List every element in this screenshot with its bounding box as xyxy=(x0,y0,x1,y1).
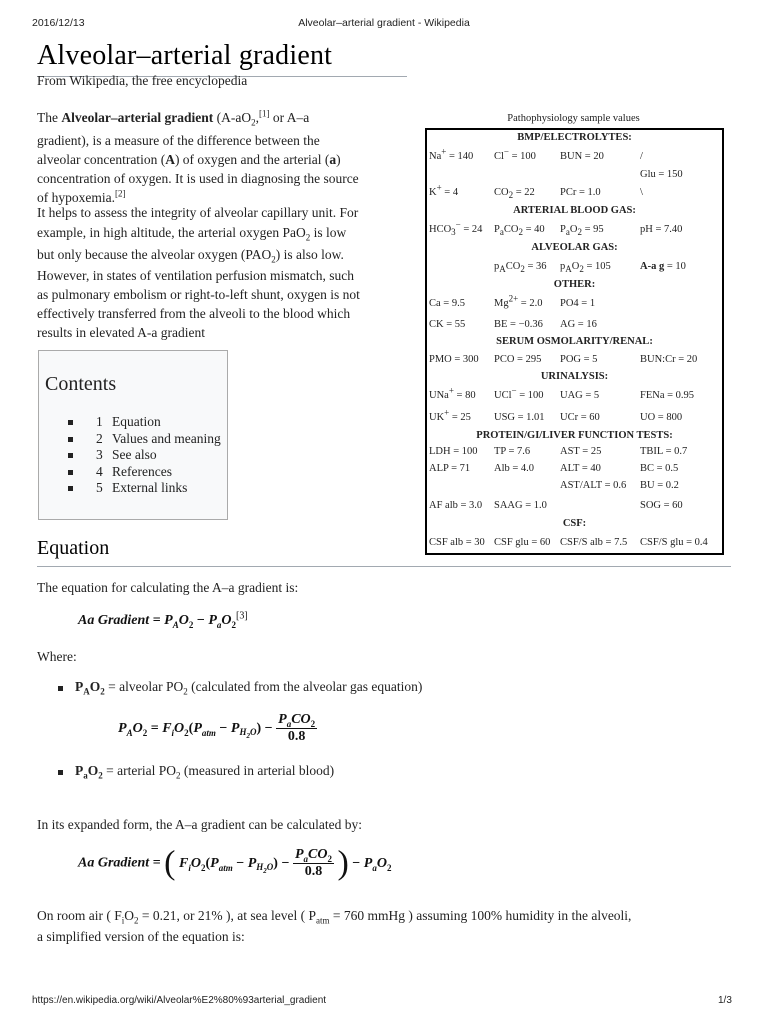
pao2-value: $P_aO_2 = 95$ xyxy=(560,223,604,237)
page-title: Alveolar–arterial gradient xyxy=(37,40,333,71)
usg-value: USG = 1.01 xyxy=(494,411,545,423)
section-protein-liver: PROTEIN/GI/LIVER FUNCTION TESTS: xyxy=(476,430,673,441)
print-date: 2016/12/13 xyxy=(32,17,85,29)
po4-value: PO4 = 1 xyxy=(560,297,596,309)
paragraph-2: It helps to assess the integrity of alveolar capillary unit. For example, in high altitude, the arterial oxygen PaO$_2$ is low but only because the alveolar oxygen $(PAO_2)$ is also low. xyxy=(37,205,359,265)
intro-paragraph: The Alveolar–arterial gradient ($A-aO_2,[1]$ or A–a gradient), is a measure of the difference between the alveolar concentration (A) of oxygen and the arterial (a) concentration of oxygen. It is used in diagnosing the source of hypoxemia.[2] xyxy=(37,108,359,205)
mg-value: $Mg^{2+} = 2.0$ xyxy=(494,293,543,309)
fena-value: FENa = 0.95 xyxy=(640,389,695,401)
section-bmp: BMP/ELECTROLYTES: xyxy=(517,132,632,143)
tbil-value: TBIL = 0.7 xyxy=(640,446,688,457)
na-value: Na+ = 140 xyxy=(429,146,474,162)
ag-value: AG = 16 xyxy=(560,318,597,330)
bc-value: BC = 0.5 xyxy=(640,463,679,474)
csf-glu-value: CSF glu = 60 xyxy=(494,536,551,548)
bu-value: BU = 0.2 xyxy=(640,480,679,491)
print-tab-title: Alveolar–arterial gradient - Wikipedia xyxy=(298,17,470,29)
bullet-1-marker xyxy=(58,686,63,691)
section-csf: CSF: xyxy=(562,518,587,529)
backslash-mark: \ xyxy=(640,186,643,198)
toc-item-see-also[interactable]: 3 See also xyxy=(68,447,227,464)
slash-mark: / xyxy=(640,150,643,162)
equation-2-fraction: $\frac{P_aCO_2}{0.8}$ xyxy=(278,712,316,744)
infobox-table xyxy=(425,128,724,555)
equation-heading-rule xyxy=(37,566,731,567)
expanded-intro: In its expanded form, the A–a gradient can be calculated by: xyxy=(37,817,363,832)
infobox-caption: Pathophysiology sample values xyxy=(507,113,640,124)
af-alb-value: AF alb = 3.0 xyxy=(429,499,483,511)
pAco2-value: $p_ACO_2 = 36$ xyxy=(494,260,547,274)
ucr-value: UCr = 60 xyxy=(560,411,600,423)
glu-value: Glu = 150 xyxy=(640,168,683,180)
uo-value: UO = 800 xyxy=(640,411,683,423)
section-alveolar-gas: ALVEOLAR GAS: xyxy=(531,242,618,253)
paragraph-3: However, in states of ventilation perfusion mismatch, such as pulmonary embolism or right-to-left shunt, oxygen is not effectively transferred from the alveoli to the blood which results in elevated A-a gradient xyxy=(37,268,360,340)
pmo-value: PMO = 300 xyxy=(429,353,479,365)
bun-value: BUN = 20 xyxy=(560,150,604,162)
toc-item-references[interactable]: 4 References xyxy=(68,464,227,481)
ref-1-link[interactable]: [1] xyxy=(258,108,270,119)
csf-alb-value: CSF alb = 30 xyxy=(429,536,485,548)
pco-value: PCO = 295 xyxy=(494,353,542,365)
room-air-paragraph: On room air ( $F_iO_2 = 0.21$, or 21% ), at sea level ( $P_{atm} = 760$ mmHg ) assuming 100% humidity in the alveoli, a simplified version of the equation is: xyxy=(37,908,632,944)
ph-value: pH = 7.40 xyxy=(640,223,683,235)
uag-value: UAG = 5 xyxy=(560,389,600,401)
ck-value: CK = 55 xyxy=(429,318,466,330)
contents-list xyxy=(68,414,227,497)
toc-item-values[interactable]: 2 Values and meaning xyxy=(68,431,227,448)
contents-box xyxy=(38,350,228,520)
ref-2-link[interactable]: [2] xyxy=(114,188,126,199)
cl-value: Cl− = 100 xyxy=(494,146,536,162)
be-value: BE = −0.36 xyxy=(494,318,543,330)
ref-3-link[interactable]: [3] xyxy=(236,610,248,622)
paco2-value: $P_aCO_2 = 40$ xyxy=(494,223,545,237)
alt-value: ALT = 40 xyxy=(560,463,601,474)
ast-value: AST = 25 xyxy=(560,446,602,457)
alp-value: ALP = 71 xyxy=(429,463,471,474)
equation-1: Aa Gradient = $P_AO_2 - P_aO_2[3]$ xyxy=(78,610,248,630)
section-abg: ARTERIAL BLOOD GAS: xyxy=(513,205,636,216)
toc-item-equation[interactable]: 1 Equation xyxy=(68,414,227,431)
uk-value: UK+ = 25 xyxy=(429,407,471,423)
ucl-value: UCl− = 100 xyxy=(494,385,544,401)
equation-3-fraction: $\frac{P_aCO_2}{0.8}$ xyxy=(294,847,332,879)
section-urinalysis: URINALYSIS: xyxy=(540,371,609,382)
ldh-value: LDH = 100 xyxy=(429,446,478,457)
una-value: UNa+ = 80 xyxy=(429,385,476,401)
bullet-1-text: $P_AO_2$ = alveolar $PO_2$ (calculated from the alveolar gas equation) xyxy=(75,679,423,697)
k-value: K+ = 4 xyxy=(429,182,459,198)
equation-2: $P_AO_2 = F_iO_2(P_{atm} - P_{H_2O})$ − $\frac{P_aCO_2}{0.8}$ xyxy=(118,712,316,744)
tp-value: TP = 7.6 xyxy=(494,446,531,457)
section-other: OTHER: xyxy=(553,279,596,290)
hco3-value: $HCO_3^- = 24$ xyxy=(429,219,483,237)
where-label: Where: xyxy=(37,649,77,664)
print-url: https://en.wikipedia.org/wiki/Alveolar%E2%80%93arterial_gradient xyxy=(32,995,327,1006)
astalt-value: AST/ALT = 0.6 xyxy=(560,480,627,491)
equation-heading: Equation xyxy=(37,537,110,559)
pAo2-value: $p_AO_2 = 105$ xyxy=(560,260,611,274)
bullet-2-marker xyxy=(58,770,63,775)
bold-term: Alveolar–arterial gradient xyxy=(61,110,214,125)
alb-value: Alb = 4.0 xyxy=(494,463,535,474)
toc-item-external-links[interactable]: 5 External links xyxy=(68,480,227,497)
equation-3: Aa Gradient = ( $F_iO_2(P_{atm} - P_{H_2O})$ − $\frac{P_aCO_2}{0.8}$ ) − $P_aO_2$ xyxy=(78,844,392,882)
buncr-value: BUN:Cr = 20 xyxy=(640,353,698,365)
pog-value: POG = 5 xyxy=(560,353,598,365)
csfs-alb-value: CSF/S alb = 7.5 xyxy=(560,536,628,548)
aa-gradient-value: A-a g = 10 xyxy=(640,260,686,272)
equation-intro: The equation for calculating the A–a gradient is: xyxy=(37,580,299,595)
contents-title: Contents xyxy=(45,373,117,395)
co2-value: $CO_2 = 22$ xyxy=(494,186,535,200)
bullet-2-text: $P_aO_2$ = arterial $PO_2$ (measured in arterial blood) xyxy=(75,763,335,781)
print-page-number: 1/3 xyxy=(718,995,732,1006)
saag-value: SAAG = 1.0 xyxy=(494,499,547,511)
section-serum-osmolarity: SERUM OSMOLARITY/RENAL: xyxy=(496,336,653,347)
csfs-glu-value: CSF/S glu = 0.4 xyxy=(640,536,708,548)
tagline: From Wikipedia, the free encyclopedia xyxy=(37,73,248,88)
sog-value: SOG = 60 xyxy=(640,499,683,511)
pcr-value: PCr = 1.0 xyxy=(560,186,601,198)
ca-value: Ca = 9.5 xyxy=(429,297,465,309)
